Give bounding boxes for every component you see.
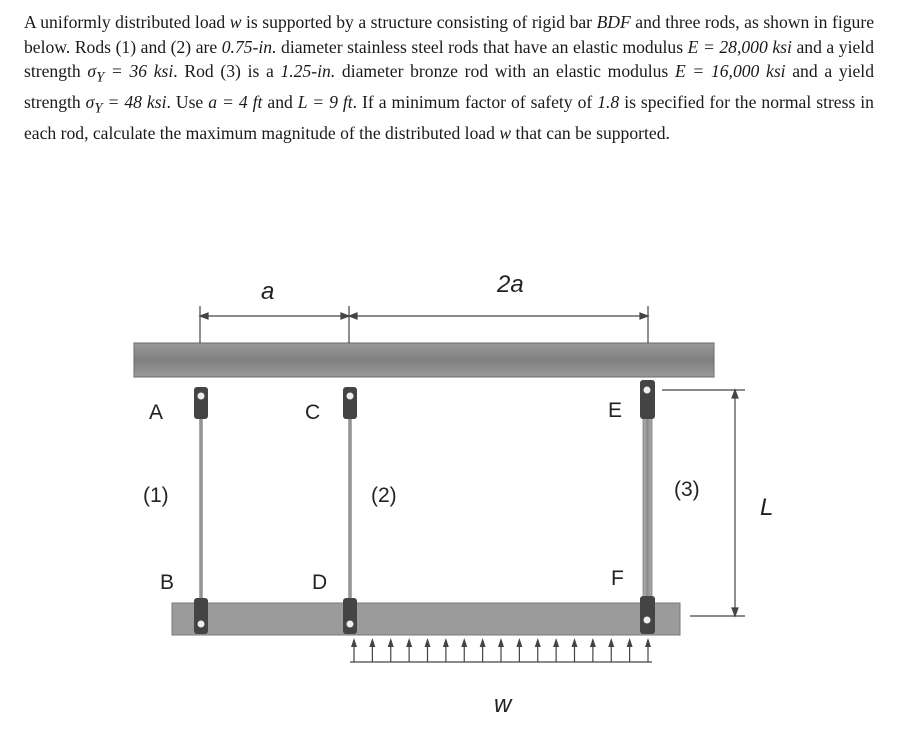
- problem-statement: A uniformly distributed load w is supported by a structure consisting of rigid bar BDF and three rods, as shown in figure below. Rods (1) and (2) are 0.75-in. diameter stainless steel rods that have an elastic modulus E = 28,000 ksi and a yield strength $\sigma_Y = 36$ ksi. Rod (3) is a 1.25-in. diameter bronze rod with an elastic modulus E = 16,000 ksi and a yield strength $\sigma_Y = 48$ ksi. Use a = 4 ft and L = 9 ft. If a minimum factor of safety of 1.8 is specified for the normal stress in each rod, calculate the maximum magnitude of the distributed load w that can be supported.: [24, 12, 875, 144]
- label-e-point: E: [608, 399, 623, 422]
- pin-d: [343, 598, 357, 634]
- load-arrow-head: [351, 638, 357, 647]
- load-arrow-head: [461, 638, 467, 647]
- load-arrow-head: [572, 638, 578, 647]
- load-arrow-head: [406, 638, 412, 647]
- label-c-point: C: [305, 401, 321, 424]
- load-arrow-head: [516, 638, 522, 647]
- load-arrow-head: [608, 638, 614, 647]
- rod-2: [348, 418, 352, 600]
- load-arrow-head: [553, 638, 559, 647]
- load-arrow-head: [590, 638, 596, 647]
- rod-1: [199, 418, 203, 600]
- label-dim-a: a: [261, 278, 275, 305]
- load-arrow-head: [535, 638, 541, 647]
- label-rod-1: (1): [143, 484, 169, 507]
- pin-c: [343, 387, 357, 419]
- load-arrow-head: [443, 638, 449, 647]
- label-dim-2a: 2a: [497, 271, 524, 298]
- load-arrow-head: [480, 638, 486, 647]
- load-arrow-head: [498, 638, 504, 647]
- label-f-point: F: [611, 567, 624, 590]
- dimension-L: [662, 390, 745, 616]
- load-arrow-head: [388, 638, 394, 647]
- label-rod-2: (2): [371, 484, 397, 507]
- label-a-point: A: [149, 401, 164, 424]
- load-arrow-head: [627, 638, 633, 647]
- distributed-load: [350, 638, 652, 662]
- label-dim-L: L: [760, 494, 774, 521]
- load-arrow-head: [425, 638, 431, 647]
- top-support-beam: [134, 343, 714, 377]
- pin-e: [640, 380, 655, 419]
- load-arrow-head: [369, 638, 375, 647]
- load-arrow-head: [645, 638, 651, 647]
- pin-b: [194, 598, 208, 634]
- rod-3: [643, 418, 652, 600]
- label-load-w: w: [494, 691, 512, 718]
- label-rod-3: (3): [674, 478, 700, 501]
- rigid-bar-bdf: [172, 603, 680, 635]
- pin-a: [194, 387, 208, 419]
- label-b-point: B: [160, 571, 175, 594]
- label-d-point: D: [312, 571, 328, 594]
- dimension-top: [200, 306, 648, 343]
- pin-f: [640, 596, 655, 634]
